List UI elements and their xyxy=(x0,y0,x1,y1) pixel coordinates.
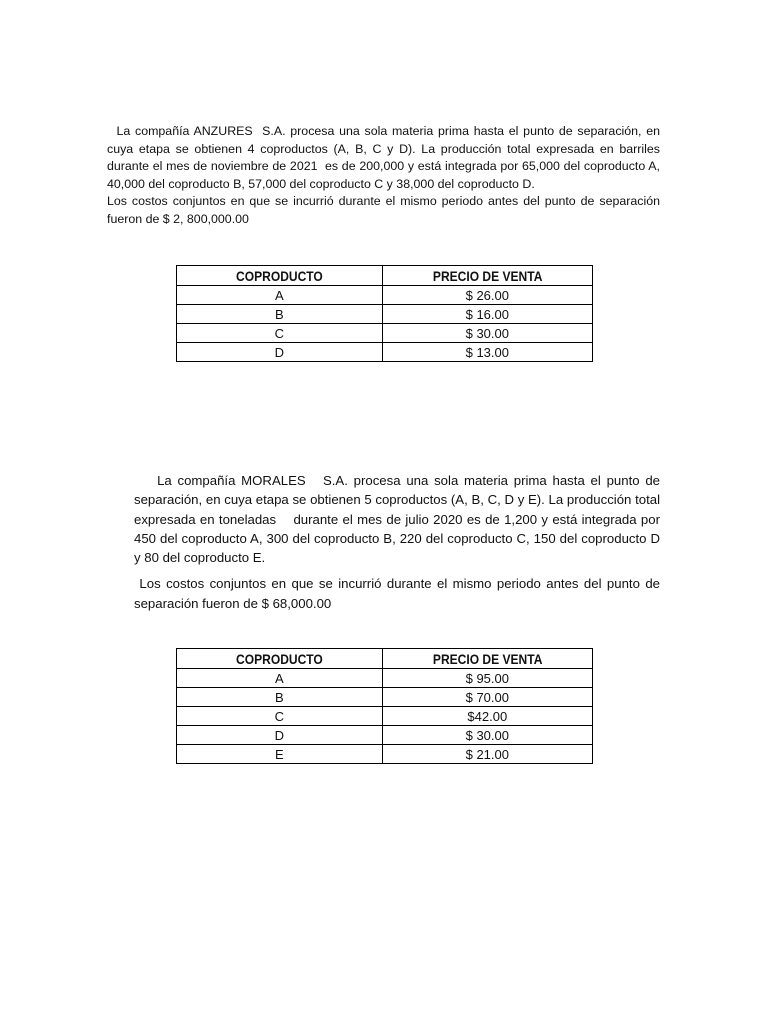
price-cell: $ 16.00 xyxy=(382,305,592,324)
header-precio-de-venta: PRECIO DE VENTA xyxy=(382,266,592,286)
problem2-paragraph-2: Los costos conjuntos en que se incurrió durante el mismo periodo antes del punto de separación fueron de $ 68,000.00 xyxy=(134,576,664,611)
coproduct-cell: C xyxy=(177,707,383,726)
coproduct-cell: B xyxy=(177,305,383,324)
price-cell: $ 95.00 xyxy=(382,669,592,688)
price-cell: $42.00 xyxy=(382,707,592,726)
table-row xyxy=(177,343,593,362)
table-row xyxy=(177,305,593,324)
problem1-price-table xyxy=(176,265,593,362)
price-cell: $ 21.00 xyxy=(382,745,592,764)
header-precio-de-venta: PRECIO DE VENTA xyxy=(382,649,592,669)
coproduct-cell: D xyxy=(177,343,383,362)
coproduct-cell: D xyxy=(177,726,383,745)
price-cell: $ 13.00 xyxy=(382,343,592,362)
problem1-statement xyxy=(107,123,671,228)
table-row xyxy=(177,286,593,305)
price-cell: $ 30.00 xyxy=(382,324,592,343)
table-row xyxy=(177,745,593,764)
problem2-paragraph-1: La compañía MORALES S.A. procesa una sola materia prima hasta el punto de separación, en cuya etapa se obtienen 5 coproductos (A, B, C, D y E). La producción total expresada en toneladas durante el mes de julio 2020 es de 1,200 y está integrada por 450 del coproducto A, 300 del coproducto B, 220 del coproducto C, 150 del coproducto D y 80 del coproducto E. xyxy=(134,473,664,566)
problem1-paragraph-2: Los costos conjuntos en que se incurrió durante el mismo periodo antes del punto de separación fueron de $ 2, 800,000.00 xyxy=(107,194,660,226)
problem2-statement xyxy=(134,471,664,613)
header-coproducto: COPRODUCTO xyxy=(177,266,383,286)
coproduct-cell: A xyxy=(177,669,383,688)
table-row xyxy=(177,707,593,726)
header-coproducto: COPRODUCTO xyxy=(177,649,383,669)
coproduct-cell: A xyxy=(177,286,383,305)
price-cell: $ 70.00 xyxy=(382,688,592,707)
coproduct-cell: B xyxy=(177,688,383,707)
problem1-paragraph-1: La compañía ANZURES S.A. procesa una sola materia prima hasta el punto de separación, en cuya etapa se obtienen 4 coproductos (A, B, C y D). La producción total expresada en barriles durante el mes de noviembre de 2021 es de 200,000 y está integrada por 65,000 del coproducto A, 40,000 del coproducto B, 57,000 del coproducto C y 38,000 del coproducto D. xyxy=(107,124,671,191)
table-row xyxy=(177,726,593,745)
table-header-row xyxy=(177,266,593,286)
coproduct-cell: C xyxy=(177,324,383,343)
problem2-price-table xyxy=(176,648,593,764)
table-header-row xyxy=(177,649,593,669)
price-cell: $ 26.00 xyxy=(382,286,592,305)
table-row xyxy=(177,324,593,343)
price-cell: $ 30.00 xyxy=(382,726,592,745)
table-row xyxy=(177,688,593,707)
table-row xyxy=(177,669,593,688)
coproduct-cell: E xyxy=(177,745,383,764)
